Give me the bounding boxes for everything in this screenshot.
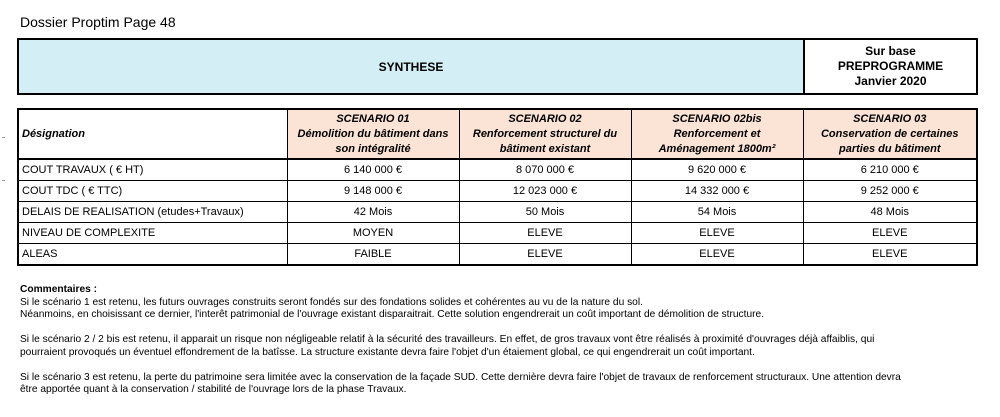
comment-line: Si le scénario 3 est retenu, la perte du patrimoine sera limitée avec la conservation de la façade SUD. Cette dernière devra faire l'objet de travaux de renforcement structuraux. Une attention devra <box>20 371 901 383</box>
table-cell: ELEVE <box>803 244 977 266</box>
table-cell: FAIBLE <box>287 244 459 266</box>
scenario-header-line: Conservation de certaines <box>820 127 959 140</box>
table-row <box>18 159 977 181</box>
table-cell: ELEVE <box>459 244 631 266</box>
scenario-header-line: bâtiment existant <box>499 142 591 155</box>
synthese-table <box>17 38 978 95</box>
comment-line: Si le scénario 2 / 2 bis est retenu, il apparait un risque non négligeable relatif à la sécurité des travailleurs. En effet, de gros travaux vont être réalisés à proximité d'ouvrages déjà affaiblis, qui <box>20 334 875 345</box>
scenario-header-line: Aménagement 1800m² <box>658 142 776 155</box>
scenario-header-line: Démolition du bâtiment dans <box>297 127 449 140</box>
scenario-03-header <box>803 109 977 159</box>
scenario-02-header <box>459 109 631 159</box>
paragraph-gap <box>20 359 975 372</box>
table-cell: 8 070 000 € <box>459 159 631 181</box>
table-cell: 54 Mois <box>631 202 803 223</box>
margin-tick <box>2 180 5 181</box>
row-label: COUT TRAVAUX ( € HT) <box>18 159 287 181</box>
table-row <box>18 202 977 223</box>
paragraph-gap <box>20 322 975 335</box>
synthese-title: SYNTHESE <box>18 39 804 94</box>
synthese-base-cell <box>804 39 977 94</box>
scenario-header-line: parties du bâtiment <box>839 142 941 155</box>
comment-line: Si le scénario 1 est retenu, les futurs ouvrages construits seront fondés sur des fondations solides et cohérentes au vu de la nature du sol. <box>20 296 643 308</box>
comment-line: être apportée quant à la conservation / stabilité de l'ouvrage lors de la phase Travaux. <box>20 384 407 395</box>
scenario-01-header <box>287 109 459 159</box>
table-cell: ELEVE <box>803 223 977 244</box>
scenario-header-line: SCENARIO 02bis <box>672 112 762 125</box>
row-label: DELAIS DE REALISATION (etudes+Travaux) <box>18 202 287 223</box>
scenario-header-line: Renforcement structurel du <box>472 127 618 140</box>
table-cell: MOYEN <box>287 223 459 244</box>
synthese-base-line3: Janvier 2020 <box>854 74 927 88</box>
table-cell: 42 Mois <box>287 202 459 223</box>
scenario-table <box>17 108 978 266</box>
synthese-base-line1: Sur base <box>865 44 916 58</box>
table-cell: 6 140 000 € <box>287 159 459 181</box>
table-cell: ELEVE <box>631 244 803 266</box>
table-header-row <box>18 109 977 159</box>
synthese-base-line2: PREPROGRAMME <box>837 59 944 73</box>
table-cell: 48 Mois <box>803 202 977 223</box>
row-label: COUT TDC ( € TTC) <box>18 181 287 202</box>
table-cell: 50 Mois <box>459 202 631 223</box>
row-label: NIVEAU DE COMPLEXITE <box>18 223 287 244</box>
comments-title: Commentaires : <box>20 284 97 295</box>
scenario-header-line: son intégralité <box>335 142 411 155</box>
table-cell: 9 252 000 € <box>803 181 977 202</box>
scenario-header-line: SCENARIO 01 <box>336 112 410 125</box>
table-row <box>18 181 977 202</box>
table-cell: ELEVE <box>631 223 803 244</box>
page-header: Dossier Proptim Page 48 <box>20 14 176 30</box>
scenario-header-line: SCENARIO 03 <box>853 112 927 125</box>
comments-section <box>20 284 975 397</box>
table-row <box>18 244 977 266</box>
table-row <box>18 223 977 244</box>
table-cell: 9 620 000 € <box>631 159 803 181</box>
designation-header: Désignation <box>18 109 287 159</box>
scenario-header-line: SCENARIO 02 <box>508 112 582 125</box>
table-cell: 14 332 000 € <box>631 181 803 202</box>
table-cell: 9 148 000 € <box>287 181 459 202</box>
table-cell: ELEVE <box>459 223 631 244</box>
row-label: ALEAS <box>18 244 287 266</box>
comment-line: pourraient provoqués un éventuel effondrement de la batîsse. La structure existante devra faire l'objet d'un étaiement global, ce qui engendrerait un coût important. <box>20 346 755 358</box>
scenario-02bis-header <box>631 109 803 159</box>
table-cell: 6 210 000 € <box>803 159 977 181</box>
margin-tick <box>2 137 5 138</box>
comment-line: Néanmoins, en choisissant ce dernier, l'interêt patrimonial de l'ouvrage existant disparaitrait. Cette solution engendrerait un coût important de démolition de structure. <box>20 309 765 320</box>
table-cell: 12 023 000 € <box>459 181 631 202</box>
scenario-header-line: Renforcement et <box>673 127 761 140</box>
